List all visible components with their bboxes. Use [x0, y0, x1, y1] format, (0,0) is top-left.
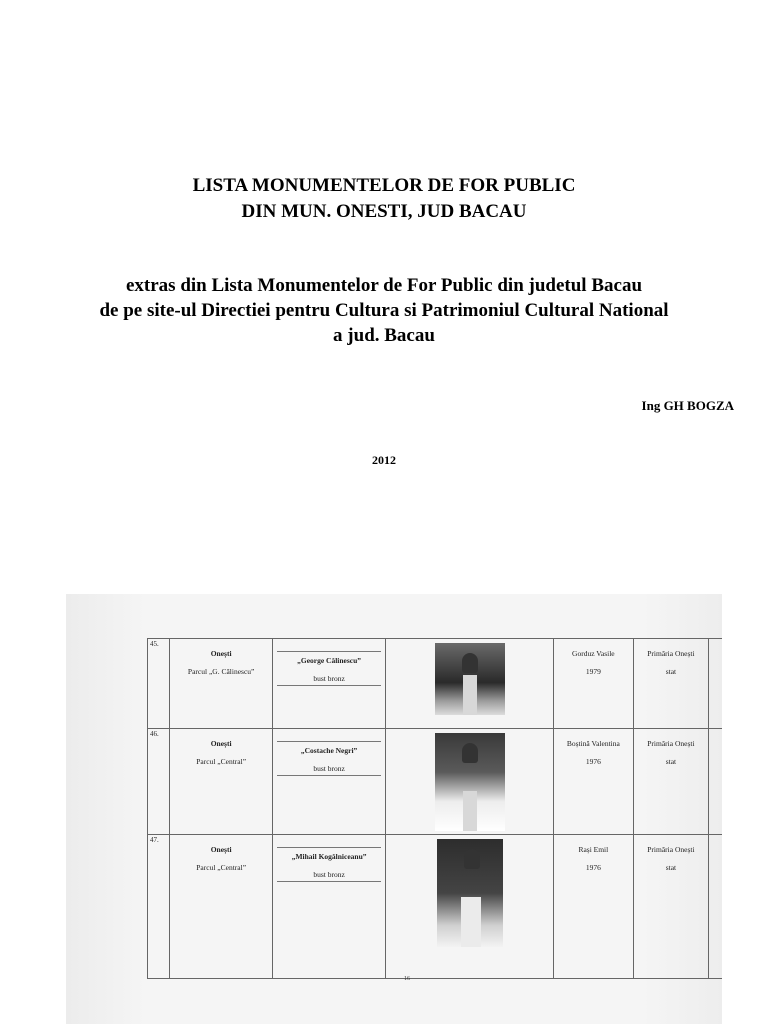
author-cell [553, 835, 633, 979]
location-city: Onești [210, 649, 232, 658]
author-cell [553, 639, 633, 729]
row-number: 45. [148, 639, 170, 729]
owner-cell [633, 835, 708, 979]
location-cell [170, 835, 272, 979]
monument-year: 1976 [585, 757, 601, 766]
bust-shape [464, 849, 480, 869]
monument-photo [435, 733, 505, 831]
table-row [148, 639, 723, 729]
monument-name: „George Călinescu” [297, 656, 362, 665]
location-city: Onești [210, 845, 232, 854]
monument-title-box [277, 651, 382, 686]
monuments-table [147, 638, 722, 979]
location-cell [170, 639, 272, 729]
row-number: 46. [148, 729, 170, 835]
bust-shape [462, 743, 478, 763]
photo-cell [386, 729, 554, 835]
table-row [148, 835, 723, 979]
sculptor-name: Boștină Valentina [566, 739, 620, 748]
location-city: Onești [210, 739, 232, 748]
monument-type: bust bronz [313, 764, 345, 773]
monument-title-box [277, 847, 382, 882]
title-line-1: LISTA MONUMENTELOR DE FOR PUBLIC [192, 175, 576, 196]
ownership-status: stat [665, 863, 677, 872]
author-name: Ing GH BOGZA [641, 398, 734, 413]
photo-cell [386, 639, 554, 729]
monument-cell [272, 835, 386, 979]
monument-year: 1979 [585, 667, 601, 676]
monument-year: 1976 [585, 863, 601, 872]
monument-title-box [277, 741, 382, 776]
pedestal-shape [463, 675, 477, 715]
location-place: Parcul „G. Călinescu” [187, 667, 255, 676]
sculptor-name: Gorduz Vasile [572, 649, 615, 658]
blank-cell [709, 729, 722, 835]
owner-name: Primăria Onești [647, 649, 695, 658]
monument-cell [272, 729, 386, 835]
photo-cell [386, 835, 554, 979]
location-place: Parcul „Central” [196, 757, 247, 766]
subtitle-line-2: de pe site-ul Directiei pentru Cultura si Patrimoniul Cultural National [99, 300, 669, 321]
owner-name: Primăria Onești [647, 739, 695, 748]
monument-photo [435, 643, 505, 715]
monument-type: bust bronz [313, 674, 345, 683]
ownership-status: stat [665, 757, 677, 766]
owner-cell [633, 639, 708, 729]
monument-name: „Costache Negri” [300, 746, 358, 755]
blank-cell [709, 835, 722, 979]
monument-cell [272, 639, 386, 729]
location-cell [170, 729, 272, 835]
sculptor-name: Rași Emil [578, 845, 609, 854]
pedestal-shape [461, 897, 481, 947]
monument-type: bust bronz [313, 870, 345, 879]
scan-page-number: 16 [404, 976, 410, 982]
scanned-page-image [66, 594, 722, 1024]
author-cell [553, 729, 633, 835]
row-number: 47. [148, 835, 170, 979]
ownership-status: stat [665, 667, 677, 676]
subtitle-line-1: extras din Lista Monumentelor de For Public din judetul Bacau [125, 275, 643, 296]
owner-cell [633, 729, 708, 835]
title-line-2: DIN MUN. ONESTI, JUD BACAU [241, 201, 527, 222]
document-year: 2012 [372, 453, 396, 467]
monument-name: „Mihail Kogălniceanu” [291, 852, 367, 861]
location-place: Parcul „Central” [196, 863, 247, 872]
table-row [148, 729, 723, 835]
monument-photo [437, 839, 503, 947]
blank-cell [709, 639, 722, 729]
pedestal-shape [463, 791, 477, 831]
bust-shape [462, 653, 478, 673]
owner-name: Primăria Onești [647, 845, 695, 854]
subtitle-line-3: a jud. Bacau [333, 325, 435, 346]
